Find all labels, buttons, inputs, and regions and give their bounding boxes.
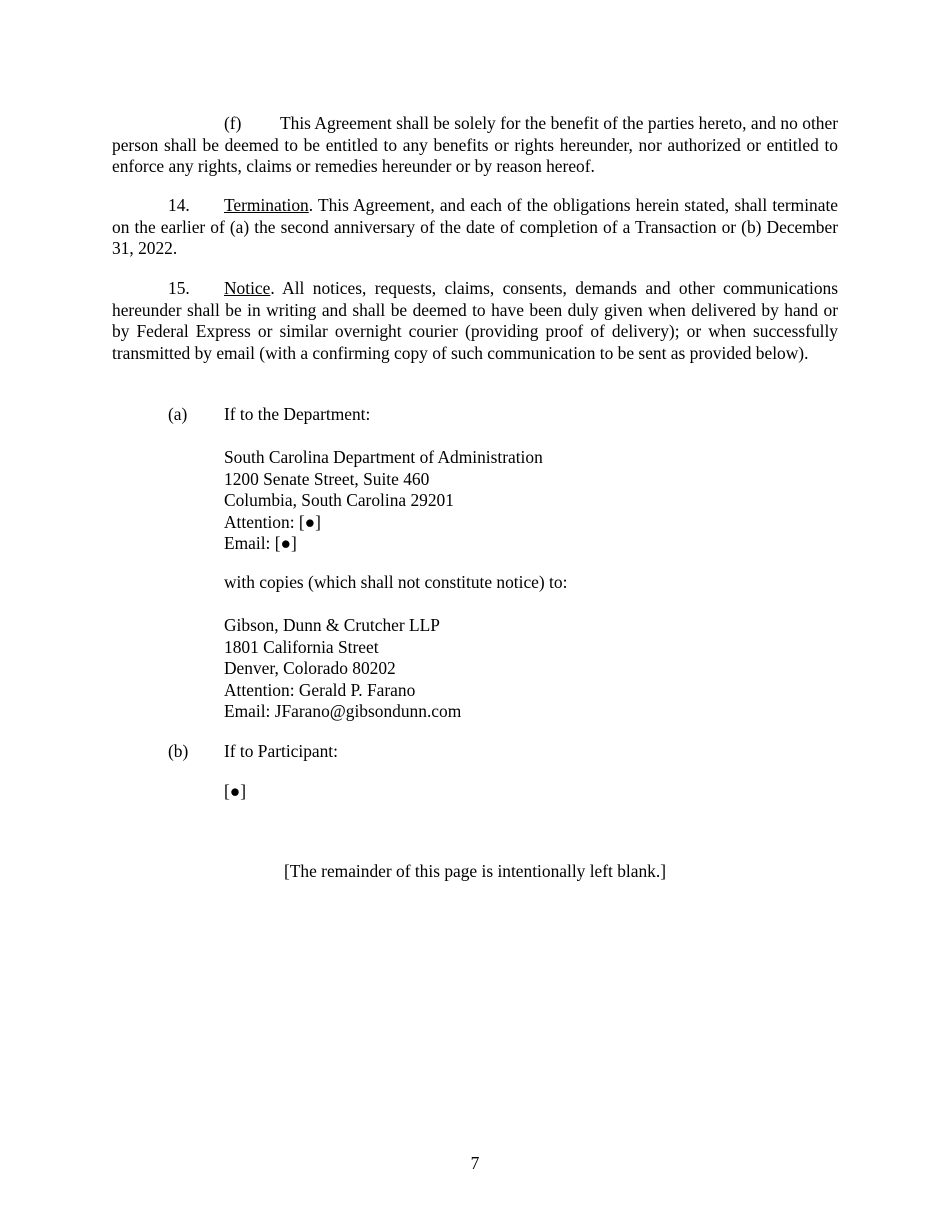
address-line: Attention: [●] xyxy=(224,511,321,532)
address-line: South Carolina Department of Administration xyxy=(224,447,543,467)
address-line: Gibson, Dunn & Crutcher LLP xyxy=(224,615,440,635)
notice-a-label: (a) xyxy=(168,404,188,424)
address-line: Email: JFarano@gibsondunn.com xyxy=(224,701,462,721)
section-15-heading: Notice xyxy=(224,278,271,298)
copy-address xyxy=(224,615,461,723)
notice-b-heading: If to Participant: xyxy=(224,741,338,761)
section-14-number: 14. xyxy=(168,195,190,215)
section-15-text: . All notices, requests, claims, consents, demands and other communications hereunder shall be in writing and shall be deemed to have been duly given when delivered by hand or by Federal Express or similar overnight courier (providing proof of delivery); or when successfully transmitted by email (with a confirming copy of such communication to be sent as provided below). xyxy=(112,278,838,363)
notice-a-heading: If to the Department: xyxy=(224,404,371,424)
section-15-notice xyxy=(112,278,838,364)
address-line: Attention: Gerald P. Farano xyxy=(224,679,416,700)
blank-page-note: [The remainder of this page is intentionally left blank.] xyxy=(284,861,666,881)
address-line: Columbia, South Carolina 29201 xyxy=(224,490,454,510)
section-14-termination xyxy=(112,195,838,260)
notice-b-label: (b) xyxy=(168,741,189,761)
address-line: Denver, Colorado 80202 xyxy=(224,658,396,678)
address-line: 1801 California Street xyxy=(224,636,379,657)
section-14-heading: Termination xyxy=(224,195,309,215)
section-14-text: . This Agreement, and each of the obligations herein stated, shall terminate on the earlier of (a) the second anniversary of the date of completion of a Transaction or (b) December 31, 2022. xyxy=(112,195,838,258)
address-line: Email: [●] xyxy=(224,533,297,553)
department-address xyxy=(224,447,543,555)
page-number: 7 xyxy=(470,1153,480,1173)
address-line: 1200 Senate Street, Suite 460 xyxy=(224,468,430,489)
copies-note: with copies (which shall not constitute notice) to: xyxy=(224,572,568,592)
paragraph-f-label: (f) xyxy=(224,113,242,133)
participant-placeholder: [●] xyxy=(224,781,247,801)
paragraph-f-text: This Agreement shall be solely for the benefit of the parties hereto, and no other person shall be deemed to be entitled to any benefits or rights hereunder, nor authorized or entitled to enforce any rights, claims or remedies hereunder or by reason hereof. xyxy=(112,113,838,176)
paragraph-f xyxy=(112,113,838,178)
section-15-number: 15. xyxy=(168,278,190,298)
